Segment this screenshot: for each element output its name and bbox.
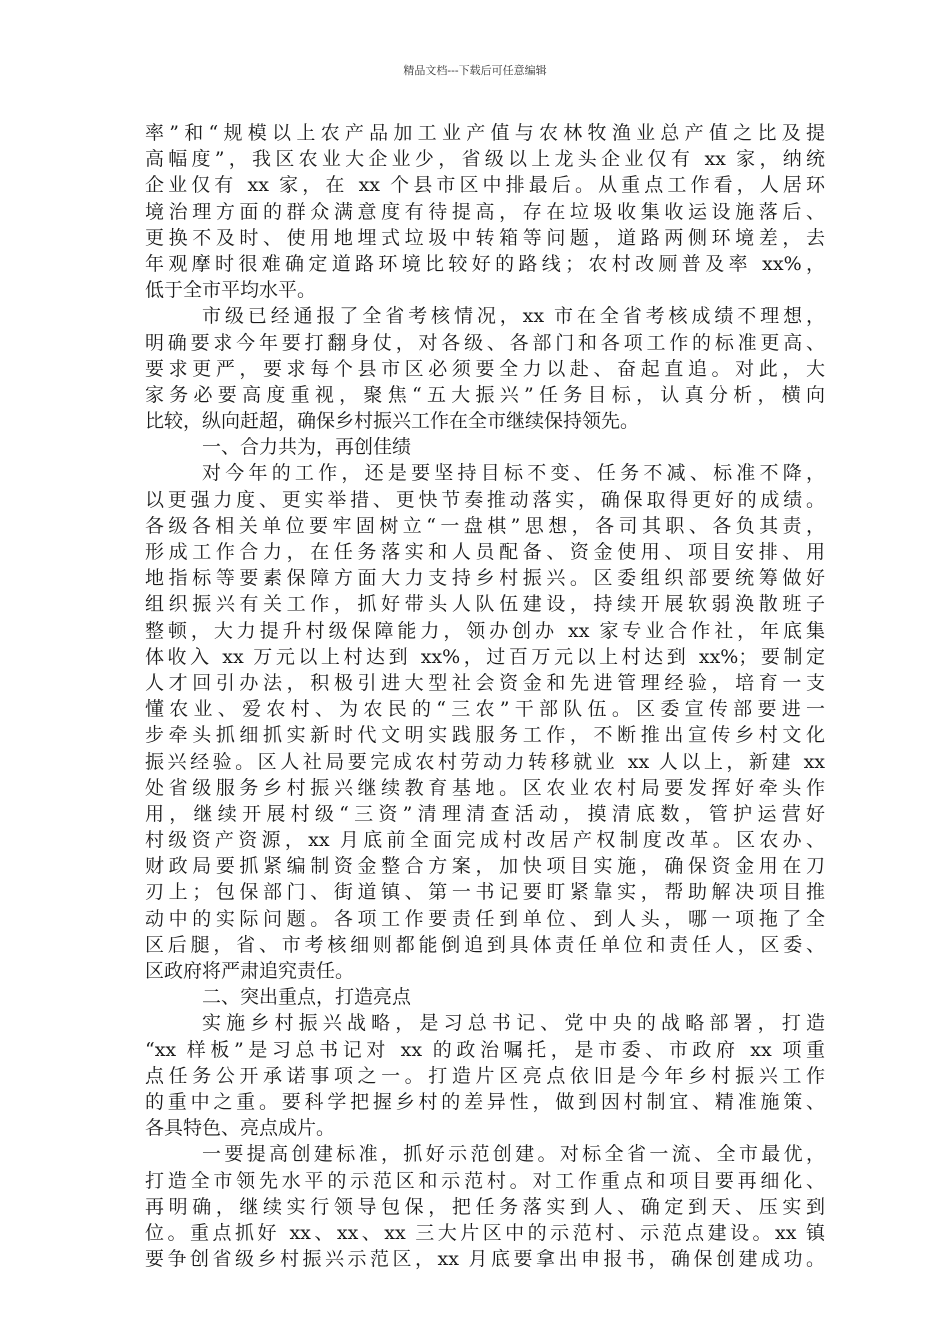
text-line: 区后腿，省、市考核细则都能倒追到具体责任单位和责任人，区委、 xyxy=(145,933,825,956)
text-line: 的重中之重。要科学把握乡村的差异性，做到因村制宜、精准施策、 xyxy=(145,1090,825,1113)
text-line: 各级各相关单位要牢固树立“一盘棋”思想，各司其职、各负其责， xyxy=(145,514,825,537)
text-line: 振兴经验。区人社局要完成农村劳动力转移就业 xx 人以上，新建 xx xyxy=(145,750,825,773)
text-line: 体收入 xx 万元以上村达到 xx%，过百万元以上村达到 xx%；要制定 xyxy=(145,645,825,668)
text-line: 位。重点抓好 xx、xx、xx 三大片区中的示范村、示范点建设。xx 镇 xyxy=(145,1221,825,1244)
text-line: 刃上；包保部门、街道镇、第一书记要盯紧靠实，帮助解决项目推 xyxy=(145,881,825,904)
text-line: 组织振兴有关工作，抓好带头人队伍建设，持续开展软弱涣散班子 xyxy=(145,593,825,616)
text-line: 低于全市平均水平。 xyxy=(145,279,317,302)
text-line: 懂农业、爱农村、为农民的“三农”干部队伍。区委宣传部要进一 xyxy=(145,698,825,721)
text-line: 以更强力度、更实举措、更快节奏推动落实，确保取得更好的成绩。 xyxy=(145,488,825,511)
text-line: 整顿，大力提升村级保障能力，领办创办 xx 家专业合作社，年底集 xyxy=(145,619,825,642)
text-line: “xx 样板”是习总书记对 xx 的政治嘱托，是市委、市政府 xx 项重 xyxy=(145,1038,825,1061)
text-line: 要求更严，要求每个县市区必须要全力以赴、奋起直追。对此，大 xyxy=(145,357,825,380)
text-line: 家务必要高度重视，聚焦“五大振兴”任务目标，认真分析，横向 xyxy=(145,383,825,406)
text-line: 财政局要抓紧编制资金整合方案，加快项目实施，确保资金用在刀 xyxy=(145,855,825,878)
text-line: 境治理方面的群众满意度有待提高，存在垃圾收集收运设施落后、 xyxy=(145,200,825,223)
text-line: 区政府将严肃追究责任。 xyxy=(145,960,355,982)
text-line: 年观摩时很难确定道路环境比较好的路线；农村改厕普及率 xx%， xyxy=(145,252,825,275)
text-line: 高幅度”，我区农业大企业少，省级以上龙头企业仅有 xx 家，纳统 xyxy=(145,148,825,171)
text-line: 明确要求今年要打翻身仗，对各级、各部门和各项工作的标准更高、 xyxy=(145,331,825,354)
text-line: 对今年的工作，还是要坚持目标不变、任务不减、标准不降， xyxy=(202,462,825,485)
text-line: 企业仅有 xx 家，在 xx 个县市区中排最后。从重点工作看，人居环 xyxy=(145,174,825,197)
text-line: 打造全市领先水平的示范区和示范村。对工作重点和项目要再细化、 xyxy=(145,1169,825,1192)
text-line: 实施乡村振兴战略，是习总书记、党中央的战略部署，打造 xyxy=(202,1012,825,1035)
text-line: 地指标等要素保障方面大力支持乡村振兴。区委组织部要统筹做好 xyxy=(145,567,825,590)
text-line: 人才回引办法，积极引进大型社会资金和先进管理经验，培育一支 xyxy=(145,671,825,694)
text-line: 更换不及时、使用地埋式垃圾中转箱等问题，道路两侧环境差，去 xyxy=(145,226,825,249)
text-line: 村级资产资源，xx 月底前全面完成村改居产权制度改革。区农办、 xyxy=(145,829,825,852)
text-line: 形成工作合力，在任务落实和人员配备、资金使用、项目安排、用 xyxy=(145,541,825,563)
text-line: 二、突出重点，打造亮点 xyxy=(202,986,412,1009)
text-line: 一、合力共为，再创佳绩 xyxy=(202,436,412,459)
text-line: 步牵头抓细抓实新时代文明实践服务工作，不断推出宣传乡村文化 xyxy=(145,724,825,747)
page-header: 精品文档---下载后可任意编辑 xyxy=(403,64,547,77)
text-line: 点任务公开承诺事项之一。打造片区亮点依旧是今年乡村振兴工作 xyxy=(145,1064,825,1087)
text-line: 市级已经通报了全省考核情况，xx 市在全省考核成绩不理想， xyxy=(202,305,825,328)
text-line: 用，继续开展村级“三资”清理清查活动，摸清底数，管护运营好 xyxy=(145,802,825,825)
text-line: 再明确，继续实行领导包保，把任务落实到人、确定到天、压实到 xyxy=(145,1195,825,1218)
text-line: 一要提高创建标准，抓好示范创建。对标全省一流、全市最优， xyxy=(202,1143,825,1166)
text-line: 率”和“规模以上农产品加工业产值与农林牧渔业总产值之比及提 xyxy=(145,122,825,144)
text-line: 比较，纵向赶超，确保乡村振兴工作在全市继续保持领先。 xyxy=(145,410,640,433)
text-line: 动中的实际问题。各项工作要责任到单位、到人头，哪一项拖了全 xyxy=(145,907,825,930)
text-line: 要争创省级乡村振兴示范区，xx 月底要拿出申报书，确保创建成功。 xyxy=(145,1248,825,1271)
text-line: 各具特色、亮点成片。 xyxy=(145,1117,336,1140)
text-line: 处省级服务乡村振兴继续教育基地。区农业农村局要发挥好牵头作 xyxy=(145,776,825,799)
document-body xyxy=(145,120,825,1272)
